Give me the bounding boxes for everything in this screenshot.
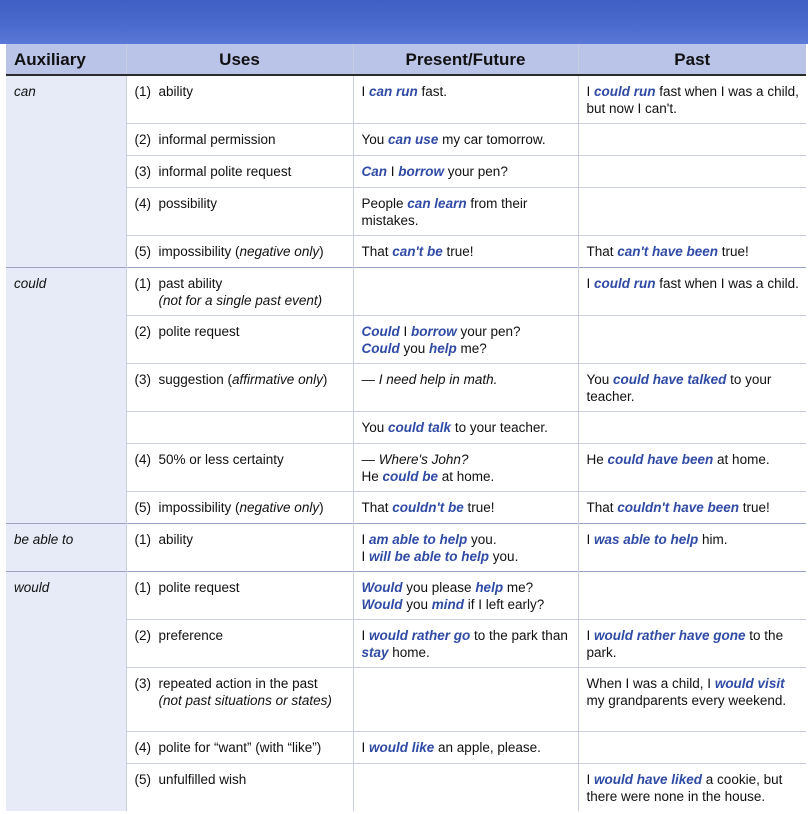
table-row xyxy=(6,124,806,156)
present-cell: Can I borrow your pen? xyxy=(353,156,578,188)
past-cell xyxy=(578,732,806,764)
table-row xyxy=(6,732,806,764)
use-cell: (2) informal permission xyxy=(126,124,353,156)
col-header-past: Past xyxy=(578,44,806,75)
past-cell: You could have talked to your teacher. xyxy=(578,364,806,412)
past-cell: That can't have been true! xyxy=(578,236,806,268)
table-row xyxy=(6,668,806,732)
present-cell: Could I borrow your pen? Could you help me? xyxy=(353,316,578,364)
table-row xyxy=(6,572,806,620)
present-cell xyxy=(353,668,578,732)
modal-auxiliaries-table xyxy=(6,44,806,811)
present-cell: I can run fast. xyxy=(353,75,578,124)
past-cell xyxy=(578,156,806,188)
table-row xyxy=(6,492,806,524)
table-row xyxy=(6,316,806,364)
past-cell xyxy=(578,412,806,444)
present-cell: — Where's John? He could be at home. xyxy=(353,444,578,492)
use-cell: (1) ability xyxy=(126,524,353,572)
present-cell: Would you please help me? Would you mind if I left early? xyxy=(353,572,578,620)
table-row xyxy=(6,444,806,492)
past-cell: I could run fast when I was a child, but now I can't. xyxy=(578,75,806,124)
table-row xyxy=(6,524,806,572)
table-row xyxy=(6,364,806,412)
auxiliary-cell: can xyxy=(6,75,126,124)
table-row xyxy=(6,268,806,316)
present-cell: You can use my car tomorrow. xyxy=(353,124,578,156)
col-header-auxiliary: Auxiliary xyxy=(6,44,126,75)
use-cell: (1) past ability (not for a single past event) xyxy=(126,268,353,316)
header-banner xyxy=(0,0,808,44)
use-cell: (3) suggestion (affirmative only) xyxy=(126,364,353,412)
table-row xyxy=(6,188,806,236)
past-cell: He could have been at home. xyxy=(578,444,806,492)
header-row xyxy=(6,44,806,75)
table-row xyxy=(6,412,806,444)
past-cell xyxy=(578,124,806,156)
present-cell: — I need help in math. xyxy=(353,364,578,412)
col-header-present: Present/Future xyxy=(353,44,578,75)
table-row xyxy=(6,75,806,124)
use-cell: (5) unfulfilled wish xyxy=(126,764,353,812)
past-cell: I was able to help him. xyxy=(578,524,806,572)
auxiliary-cell: could xyxy=(6,268,126,316)
present-cell: People can learn from their mistakes. xyxy=(353,188,578,236)
past-cell xyxy=(578,316,806,364)
auxiliary-cell: be able to xyxy=(6,524,126,572)
use-cell: (3) informal polite request xyxy=(126,156,353,188)
use-cell: (4) polite for “want” (with “like”) xyxy=(126,732,353,764)
use-cell: (2) polite request xyxy=(126,316,353,364)
use-cell: (1) polite request xyxy=(126,572,353,620)
use-cell: (3) repeated action in the past (not past situations or states) xyxy=(126,668,353,732)
table-row xyxy=(6,236,806,268)
present-cell: I would like an apple, please. xyxy=(353,732,578,764)
auxiliary-cell: would xyxy=(6,572,126,620)
present-cell: I would rather go to the park than stay home. xyxy=(353,620,578,668)
present-cell: You could talk to your teacher. xyxy=(353,412,578,444)
use-cell: (4) 50% or less certainty xyxy=(126,444,353,492)
use-cell: (5) impossibility (negative only) xyxy=(126,492,353,524)
use-cell: (2) preference xyxy=(126,620,353,668)
past-cell: I would rather have gone to the park. xyxy=(578,620,806,668)
table-row xyxy=(6,620,806,668)
use-cell xyxy=(126,412,353,444)
use-cell: (4) possibility xyxy=(126,188,353,236)
use-cell: (5) impossibility (negative only) xyxy=(126,236,353,268)
past-cell: I could run fast when I was a child. xyxy=(578,268,806,316)
past-cell xyxy=(578,188,806,236)
past-cell xyxy=(578,572,806,620)
col-header-uses: Uses xyxy=(126,44,353,75)
present-cell: I am able to help you. I will be able to help you. xyxy=(353,524,578,572)
past-cell: That couldn't have been true! xyxy=(578,492,806,524)
present-cell xyxy=(353,268,578,316)
table-row xyxy=(6,156,806,188)
past-cell: I would have liked a cookie, but there were none in the house. xyxy=(578,764,806,812)
use-cell: (1) ability xyxy=(126,75,353,124)
present-cell: That can't be true! xyxy=(353,236,578,268)
present-cell: That couldn't be true! xyxy=(353,492,578,524)
table-row xyxy=(6,764,806,812)
past-cell: When I was a child, I would visit my grandparents every weekend. xyxy=(578,668,806,732)
present-cell xyxy=(353,764,578,812)
